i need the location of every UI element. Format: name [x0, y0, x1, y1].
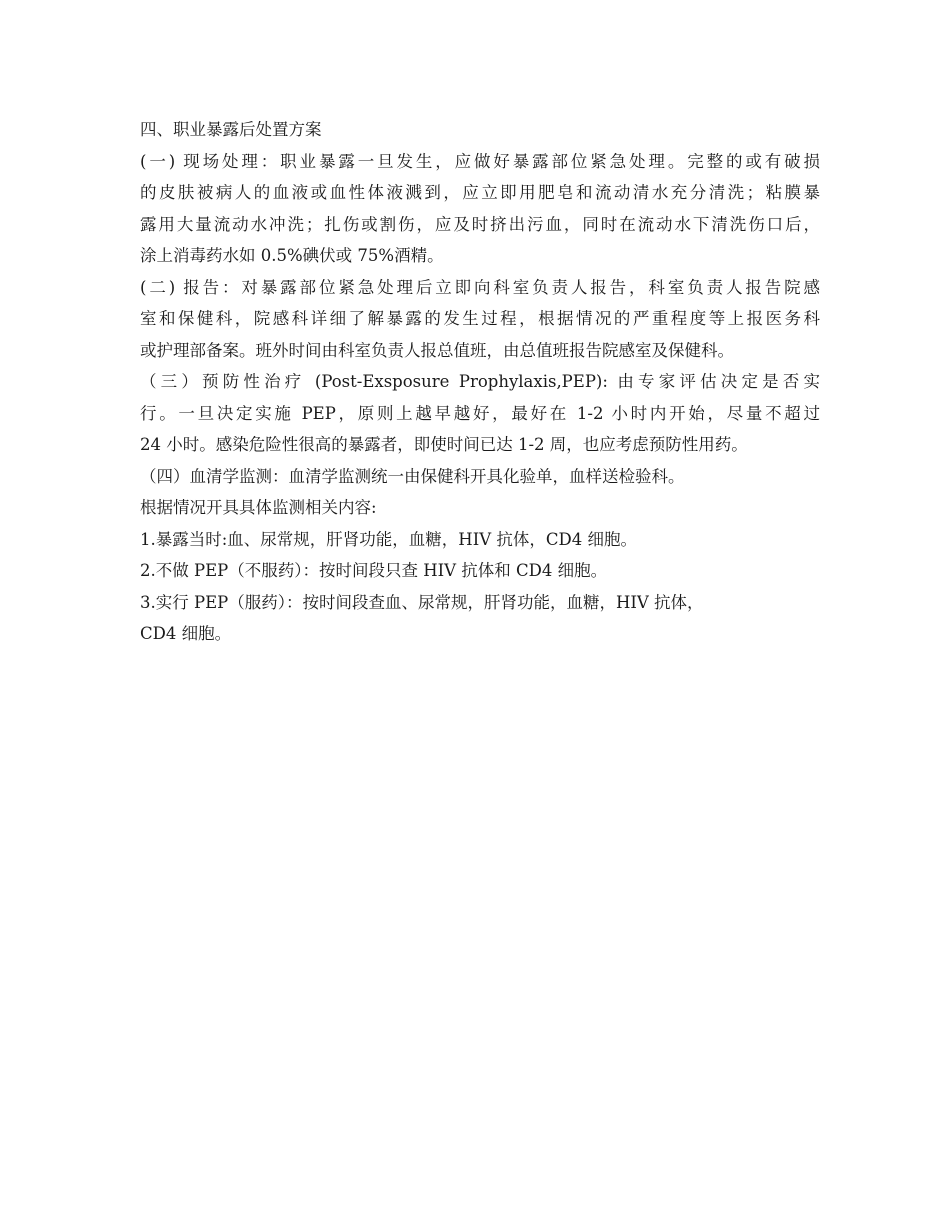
list-item: 1.暴露当时:血、尿常规，肝肾功能，血糖，HIV 抗体，CD4 细胞。	[140, 529, 637, 549]
section-serology-monitoring	[140, 461, 820, 524]
section-report	[140, 272, 820, 367]
section-onsite-treatment	[140, 146, 820, 272]
paragraph-line: (二) 报告：对暴露部位紧急处理后立即向科室负责人报告，科室负责人报告院感	[140, 277, 820, 297]
paragraph-line: （四）血清学监测：血清学监测统一由保健科开具化验单，血样送检验科。	[140, 466, 685, 486]
paragraph-line: 或护理部备案。班外时间由科室负责人报总值班，由总值班报告院感室及保健科。	[140, 340, 734, 360]
paragraph-line: 涂上消毒药水如 0.5%碘伏或 75%酒精。	[140, 246, 444, 265]
paragraph-line: （三）预防性治疗 (Post-Exsposure Prophylaxis,PEP): 由专家评估决定是否实	[140, 372, 820, 391]
paragraph-line: 行。一旦决定实施 PEP，原则上越早越好，最好在 1-2 小时内开始，尽量不超过	[140, 403, 820, 423]
paragraph-line: 24 小时。感染危险性很高的暴露者，即使时间已达 1-2 周，也应考虑预防性用药。	[140, 435, 748, 454]
paragraph-line: (一) 现场处理：职业暴露一旦发生，应做好暴露部位紧急处理。完整的或有破损	[140, 151, 820, 171]
monitoring-list	[140, 524, 820, 650]
list-item: 3.实行 PEP（服药）：按时间段查血、尿常规，肝肾功能，血糖，HIV 抗体，	[140, 592, 704, 612]
document-body	[140, 114, 820, 650]
section-heading: 四、职业暴露后处置方案	[140, 120, 322, 139]
section-prophylaxis	[140, 366, 820, 461]
list-item: CD4 细胞。	[140, 624, 232, 643]
paragraph-line: 室和保健科，院感科详细了解暴露的发生过程，根据情况的严重程度等上报医务科	[140, 309, 820, 328]
paragraph-line: 根据情况开具具体监测相关内容:	[140, 498, 377, 517]
paragraph-line: 的皮肤被病人的血液或血性体液溅到，应立即用肥皂和流动清水充分清洗；粘膜暴	[140, 183, 820, 202]
paragraph-line: 露用大量流动水冲洗；扎伤或割伤，应及时挤出污血，同时在流动水下清洗伤口后，	[140, 214, 820, 234]
list-item: 2.不做 PEP（不服药）：按时间段只查 HIV 抗体和 CD4 细胞。	[140, 561, 608, 580]
